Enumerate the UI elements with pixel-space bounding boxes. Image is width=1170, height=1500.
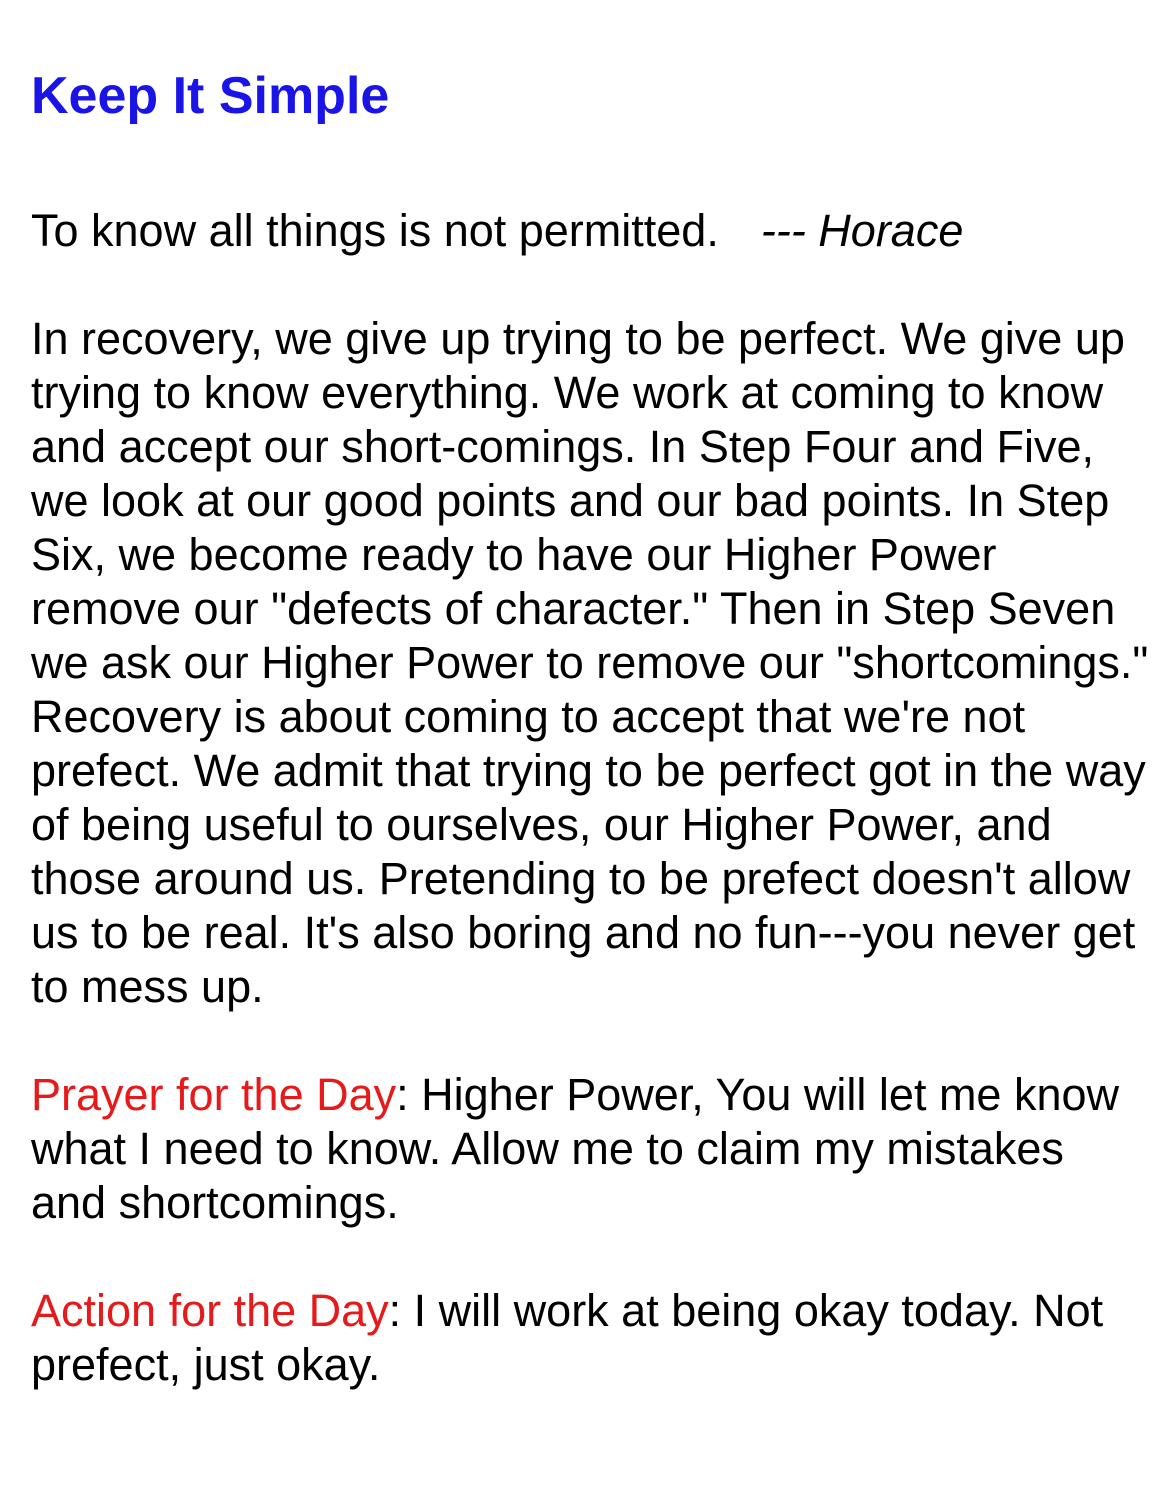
action-section xyxy=(31,1284,1151,1392)
action-text: : I will work at being okay today. Not prefect, just okay. xyxy=(31,1285,1104,1390)
devotional-page xyxy=(31,66,1151,1446)
quote xyxy=(31,204,1151,258)
prayer-section xyxy=(31,1068,1151,1230)
prayer-text: : Higher Power, You will let me know what I need to know. Allow me to claim my mistakes and shortcomings. xyxy=(31,1069,1120,1228)
action-label: Action for the Day xyxy=(31,1285,389,1336)
prayer-label: Prayer for the Day xyxy=(31,1069,397,1120)
quote-text: To know all things is not permitted. xyxy=(31,205,719,256)
quote-attribution: --- Horace xyxy=(760,205,964,256)
page-title: Keep It Simple xyxy=(31,67,390,125)
body-paragraph: In recovery, we give up trying to be perfect. We give up trying to know everything. We work at coming to know and accept our short-comings. In Step Four and Five, we look at our good points and our bad points. In Step Six, we become ready to have our Higher Power remove our "defects of character." Then in Step Seven we ask our Higher Power to remove our "shortcomings." Recovery is about coming to accept that we're not prefect. We admit that trying to be perfect got in the way of being useful to ourselves, our Higher Power, and those around us. Pretending to be prefect doesn't allow us to be real. It's also boring and no fun---you never get to mess up. xyxy=(31,313,1149,1012)
